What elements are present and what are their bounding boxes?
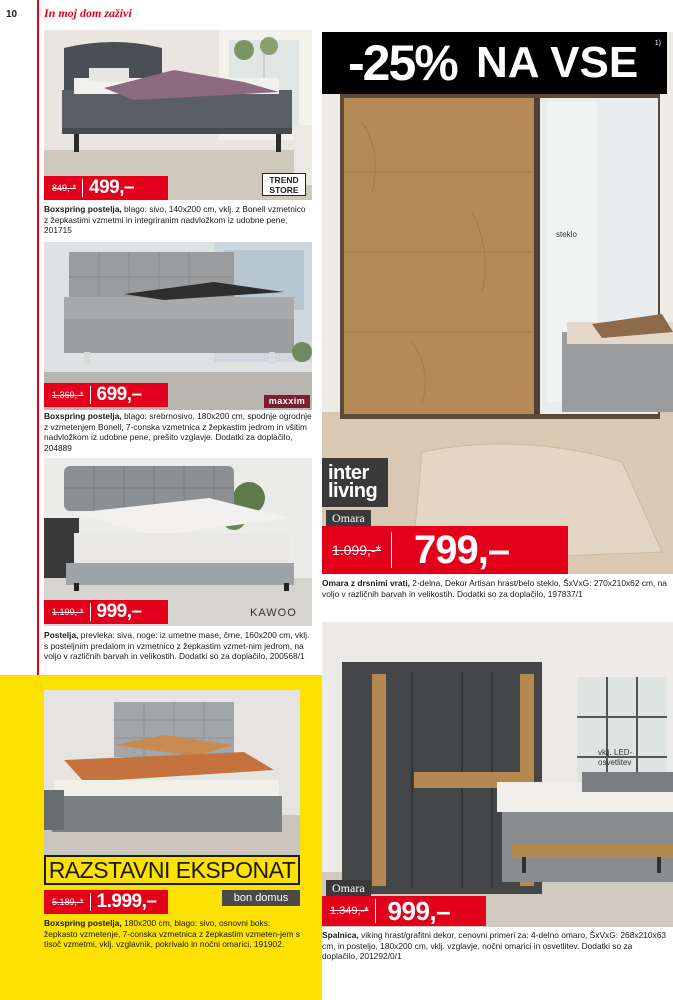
bedroom-photo: [322, 622, 673, 927]
old-price: 849,-*: [52, 183, 77, 193]
product-details: blago: sivo, 140x200 cm, vklj. z Bonell vzmetnico z žepkastimi vzmetmi in integriranim nadvložkom iz udobne pene, 201715: [44, 204, 306, 235]
product-description-2: [44, 411, 312, 453]
category-label-bedroom: Omara: [326, 880, 371, 896]
price-tag-3: [44, 600, 168, 624]
product-title: Boxspring postelja,: [44, 204, 122, 214]
display-model-ribbon: RAZSTAVNI EKSPONAT: [44, 855, 300, 885]
old-price: 1.199,-*: [52, 607, 84, 617]
new-price: 1.999,–: [96, 891, 157, 912]
old-price: 1.369,-*: [52, 390, 84, 400]
category-label-wardrobe: Omara: [326, 510, 371, 526]
product-details: viking hrast/grafitni dekor, cenovni primeri za: 4-delno omaro, ŠxVxG: 268x210x63 cm, in posteljo, 180x200 cm, vklj. vzglavje, nočni omarici in osvetlitev. Dodatki so za doplačilo, 201292/0/1: [322, 930, 667, 961]
promo-text: NA VSE: [476, 38, 639, 87]
product-details: 180x200 cm, blago: sivo, osnovni boks: žepkasto vzmetenje, 7-conska vzmetnica z žepkastim vzmeten-jem s tisoč vzmetmi, vklj. vzglavnik, pokrivalo in nočni omarici, 191902.: [44, 918, 300, 949]
new-price: 499,–: [89, 177, 135, 198]
price-tag-2: [44, 383, 168, 407]
old-price: 1.099,-*: [332, 542, 382, 558]
product-description-5: [322, 578, 667, 599]
new-price: 699,–: [96, 384, 142, 405]
brand-logo-bon-domus: bon domus: [222, 890, 300, 906]
new-price: 799,–: [414, 527, 510, 572]
product-description-6: [322, 930, 667, 962]
brand-logo-kawoo: KAWOO: [250, 607, 297, 619]
product-description-1: [44, 204, 312, 236]
left-rule: [37, 0, 39, 675]
bed-photo-4: [44, 690, 300, 858]
promo-banner: [322, 32, 667, 94]
glass-label: steklo: [556, 230, 577, 239]
section-title: In moj dom zaživi: [44, 6, 132, 20]
product-title: Postelja,: [44, 630, 79, 640]
product-description-3: [44, 630, 312, 662]
product-details: 2-delna, Dekor Artisan hrast/belo steklo, ŠxVxG: 270x210x62 cm, na voljo v različnih barvah in velikostih. Dodatki so za doplačilo, 197837/1: [322, 578, 667, 599]
led-lighting-label: vklj. LED-osvetlitev: [598, 748, 633, 767]
old-price: 1.349,-*: [330, 905, 369, 917]
price-tag-5: [322, 526, 568, 574]
product-details: prevleka: siva, noge: iz umetne mase, črne, 160x200 cm, vklj. s posteljnim predalom in vzmetnico z žepkastim vzmet-nim jedrom, na voljo v različnih barvah in velikostih. Dodatki so za doplačilo, 200568/1: [44, 630, 310, 661]
new-price: 999,–: [96, 601, 142, 622]
price-tag-4: [44, 890, 168, 914]
price-tag-6: [322, 896, 486, 926]
promo-percent: -25%: [348, 35, 457, 91]
price-tag-1: [44, 176, 168, 200]
product-details: blago: srebrnosivo, 180x200 cm, spodnje ogrodnje z vzmetenjem Bonell, 7-conska vzmetnica z žepkastim jedrom in všitim nadvložkom iz udobne pene, prešito vzglavje. Dodatki za doplačilo, 204889: [44, 411, 312, 453]
new-price: 999,–: [387, 895, 451, 926]
product-title: Omara z drsnimi vrati,: [322, 578, 410, 588]
product-description-4: [44, 918, 304, 950]
product-title: Boxspring postelja,: [44, 411, 122, 421]
product-title: Boxspring postelja,: [44, 918, 122, 928]
brand-logo-maxxim: maxxim: [264, 395, 310, 408]
product-title: Spalnica,: [322, 930, 359, 940]
brand-logo-interliving: inter living: [322, 458, 388, 507]
old-price: 5.189,-*: [52, 897, 84, 907]
promo-footnote: 1): [654, 40, 661, 47]
page-number: 10: [6, 9, 18, 20]
brand-logo-trend-store: TREND STORE: [262, 173, 306, 196]
